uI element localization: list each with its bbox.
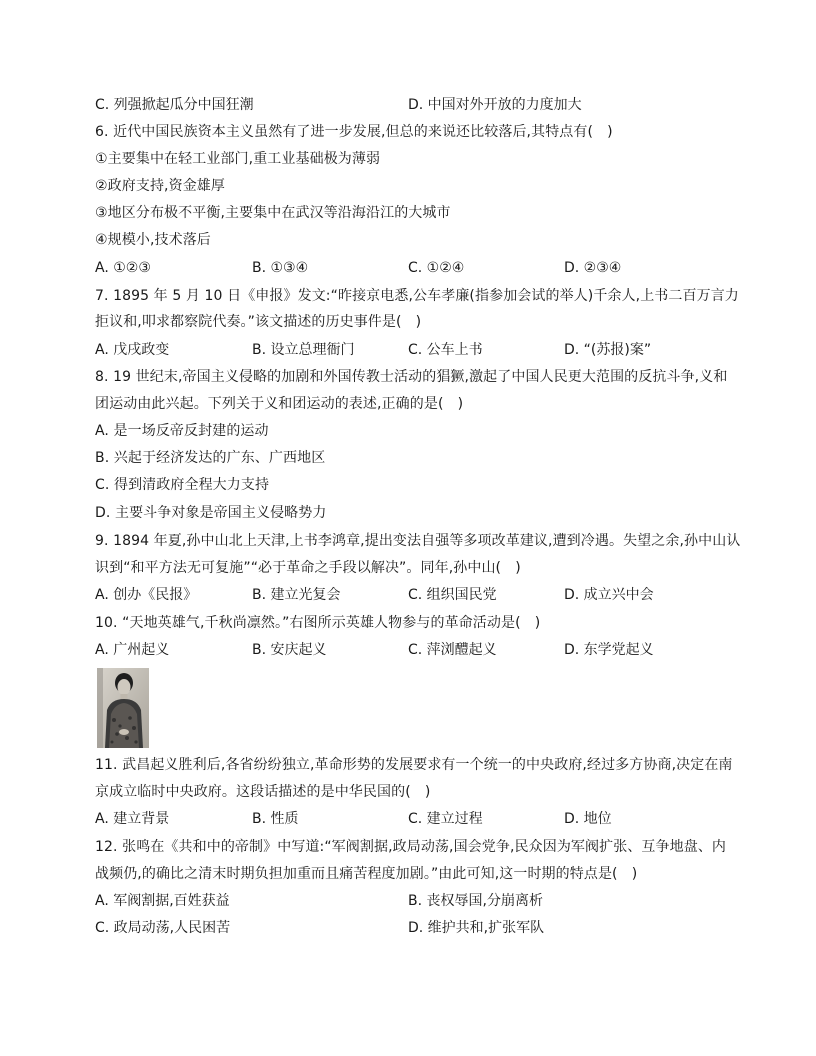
q9-stem-line1: 9. 1894 年夏,孙中山北上天津,上书李鸿章,提出变法自强等多项改革建议,遭到冷遇。失望之余,孙中山认 — [95, 533, 741, 549]
q12-stem-line2: 战频仍,的确比之清末时期负担加重而且痛苦程度加剧。”由此可知,这一时期的特点是( ) — [95, 866, 638, 882]
q10-option-b: B. 安庆起义 — [252, 642, 327, 658]
q8-option-d: D. 主要斗争对象是帝国主义侵略势力 — [95, 505, 327, 521]
q12-option-d: D. 维护共和,扩张军队 — [408, 920, 545, 936]
q12-stem-line1: 12. 张鸣在《共和中的帝制》中写道:“军阀割据,政局动荡,国会党争,民众因为军阀扩张、互争地盘、内 — [95, 839, 727, 855]
q9-option-d: D. 成立兴中会 — [564, 587, 654, 603]
q12-option-b: B. 丧权辱国,分崩离析 — [408, 893, 543, 909]
q10-option-a: A. 广州起义 — [95, 642, 170, 658]
q6-option-b: B. ①③④ — [252, 260, 309, 276]
historical-portrait-photo — [97, 668, 149, 748]
q7-option-a: A. 戊戌政变 — [95, 342, 170, 358]
q10-option-c: C. 萍浏醴起义 — [408, 642, 497, 658]
q7-option-c: C. 公车上书 — [408, 342, 483, 358]
q11-stem-line1: 11. 武昌起义胜利后,各省纷纷独立,革命形势的发展要求有一个统一的中央政府,经过多方协商,决定在南 — [95, 757, 733, 773]
portrait-photo-icon — [97, 668, 149, 748]
q11-option-d: D. 地位 — [564, 811, 612, 827]
q11-option-a: A. 建立背景 — [95, 811, 170, 827]
q6-option-c: C. ①②④ — [408, 260, 465, 276]
q6-item-4: ④规模小,技术落后 — [95, 232, 211, 248]
q8-stem-line2: 团运动由此兴起。下列关于义和团运动的表述,正确的是( ) — [95, 396, 464, 412]
q8-option-c: C. 得到清政府全程大力支持 — [95, 477, 270, 493]
q10-option-d: D. 东学党起义 — [564, 642, 654, 658]
q12-option-a: A. 军阀割据,百姓获益 — [95, 893, 230, 909]
q6-stem: 6. 近代中国民族资本主义虽然有了进一步发展,但总的来说还比较落后,其特点有( ) — [95, 124, 613, 140]
q6-option-a: A. ①②③ — [95, 260, 151, 276]
q7-stem-line1: 7. 1895 年 5 月 10 日《申报》发文:“昨接京电悉,公车孝廉(指参加会试的举人)千余人,上书二百万言力 — [95, 288, 739, 304]
q9-stem-line2: 识到“和平方法无可复施”“必于革命之手段以解决”。同年,孙中山( ) — [95, 560, 521, 576]
q11-stem-line2: 京成立临时中央政府。这段话描述的是中华民国的( ) — [95, 784, 431, 800]
q11-option-c: C. 建立过程 — [408, 811, 483, 827]
q7-option-d: D. “(苏报)案” — [564, 342, 652, 358]
q7-stem-line2: 拒议和,叩求都察院代奏。”该文描述的历史事件是( ) — [95, 314, 422, 330]
q9-option-c: C. 组织国民党 — [408, 587, 497, 603]
q6-item-2: ②政府支持,资金雄厚 — [95, 178, 226, 194]
q8-stem-line1: 8. 19 世纪末,帝国主义侵略的加剧和外国传教士活动的猖獗,激起了中国人民更大范围的反抗斗争,义和 — [95, 369, 728, 385]
prev-option-d: D. 中国对外开放的力度加大 — [408, 97, 582, 113]
q9-option-a: A. 创办《民报》 — [95, 587, 198, 603]
q8-option-b: B. 兴起于经济发达的广东、广西地区 — [95, 450, 326, 466]
q6-item-3: ③地区分布极不平衡,主要集中在武汉等沿海沿江的大城市 — [95, 205, 451, 221]
q6-option-d: D. ②③④ — [564, 260, 622, 276]
q9-option-b: B. 建立光复会 — [252, 587, 341, 603]
q10-stem: 10. “天地英雄气,千秋尚凛然。”右图所示英雄人物参与的革命活动是( ) — [95, 615, 541, 631]
prev-option-c: C. 列强掀起瓜分中国狂潮 — [95, 97, 254, 113]
q8-option-a: A. 是一场反帝反封建的运动 — [95, 423, 269, 439]
q12-option-c: C. 政局动荡,人民困苦 — [95, 920, 231, 936]
q7-option-b: B. 设立总理衙门 — [252, 342, 355, 358]
q6-item-1: ①主要集中在轻工业部门,重工业基础极为薄弱 — [95, 151, 381, 167]
q11-option-b: B. 性质 — [252, 811, 299, 827]
